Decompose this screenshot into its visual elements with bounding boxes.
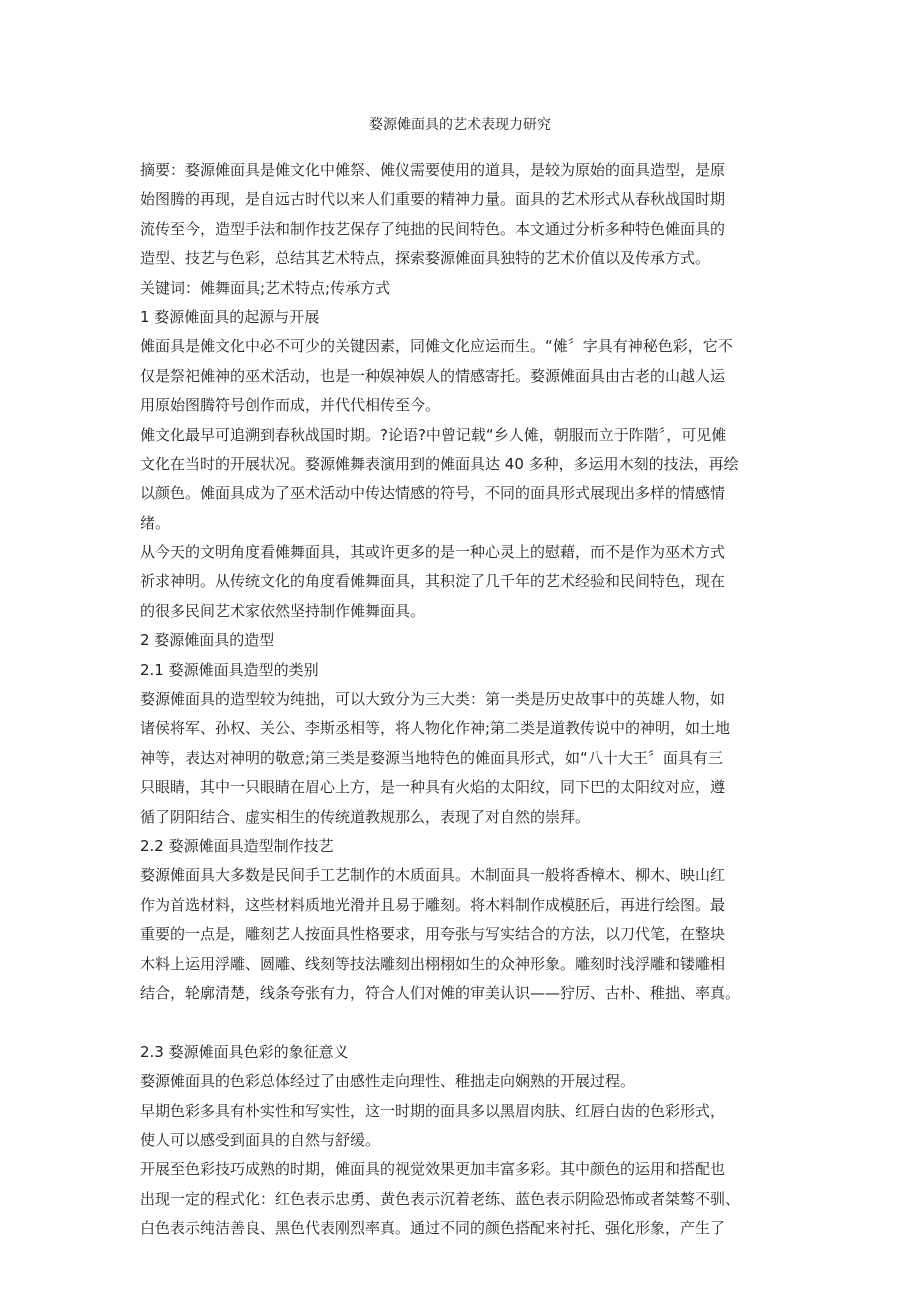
text-line: 循了阴阳结合、虚实相生的传统道教规那么，表现了对自然的崇拜。 xyxy=(140,807,591,826)
text-line: 白色表示纯洁善良、黑色代表刚烈率真。通过不同的颜色搭配来衬托、强化形象，产生了 xyxy=(140,1219,726,1238)
text-line: 从今天的文明角度看傩舞面具，其或许更多的是一种心灵上的慰藉，而不是作为巫术方式 xyxy=(140,543,726,562)
text-line: 的很多民间艺术家依然坚持制作傩舞面具。 xyxy=(140,601,426,620)
text-line: 早期色彩多具有朴实性和写实性，这一时期的面具多以黑眉肉肤、红唇白齿的色彩形式， xyxy=(140,1101,726,1120)
page-title: 婺源傩面具的艺术表现力研究 xyxy=(369,117,551,133)
article-body xyxy=(140,156,785,1243)
text-line: 2.3 婺源傩面具色彩的象征意义 xyxy=(140,1042,349,1061)
blank-line xyxy=(140,1008,785,1037)
text-line: 婺源傩面具的色彩总体经过了由感性走向理性、稚拙走向娴熟的开展过程。 xyxy=(140,1072,636,1091)
text-line: 婺源傩面具大多数是民间手工艺制作的木质面具。木制面具一般将香樟木、柳木、映山红 xyxy=(140,866,726,885)
text-line: 始图腾的再现，是自远古时代以来人们重要的精神力量。面具的艺术形式从春秋战国时期 xyxy=(140,190,726,209)
text-line: 出现一定的程式化：红色表示忠勇、黄色表示沉着老练、蓝色表示阴险恐怖或者桀骜不驯、 xyxy=(140,1189,741,1208)
text-line: 文化在当时的开展状况。婺源傩舞表演用到的傩面具达 40 多种，多运用木刻的技法，再绘 xyxy=(140,454,739,473)
text-line: 2.1 婺源傩面具造型的类别 xyxy=(140,660,319,679)
text-line: 使人可以感受到面具的自然与舒缓。 xyxy=(140,1130,381,1149)
text-line: 诸侯将军、孙权、关公、李斯丞相等，将人物化作神;第二类是道教传说中的神明，如土地 xyxy=(140,719,731,738)
text-line: 用原始图腾符号创作而成，并代代相传至今。 xyxy=(140,396,441,415)
text-line: 绪。 xyxy=(140,513,171,532)
text-line: 傩面具是傩文化中必不可少的关键因素，同傩文化应运而生。“傩〞字具有神秘色彩，它不 xyxy=(140,337,733,356)
text-line: 木料上运用浮雕、圆雕、线刻等技法雕刻出栩栩如生的众神形象。雕刻时浅浮雕和镂雕相 xyxy=(140,954,726,973)
text-line: 2 婺源傩面具的造型 xyxy=(140,631,275,650)
text-line: 以颜色。傩面具成为了巫术活动中传达情感的符号，不同的面具形式展现出多样的情感情 xyxy=(140,484,726,503)
text-line: 造型、技艺与色彩，总结其艺术特点，探索婺源傩面具独特的艺术价值以及传承方式。 xyxy=(140,249,711,268)
text-line: 开展至色彩技巧成熟的时期，傩面具的视觉效果更加丰富多彩。其中颜色的运用和搭配也 xyxy=(140,1160,726,1179)
text-line: 作为首选材料，这些材料质地光滑并且易于雕刻。将木料制作成模胚后，再进行绘图。最 xyxy=(140,895,726,914)
text-line: 2.2 婺源傩面具造型制作技艺 xyxy=(140,836,334,855)
text-line: 神等，表达对神明的敬意;第三类是婺源当地特色的傩面具形式，如“八十大王〞面具有三 xyxy=(140,748,723,767)
text-line: 婺源傩面具的造型较为纯拙，可以大致分为三大类：第一类是历史故事中的英雄人物，如 xyxy=(140,690,726,709)
text-line: 重要的一点是，雕刻艺人按面具性格要求，用夸张与写实结合的方法，以刀代笔，在整块 xyxy=(140,925,726,944)
text-line: 只眼睛，其中一只眼睛在眉心上方，是一种具有火焰的太阳纹，同下巴的太阳纹对应，遵 xyxy=(140,778,726,797)
text-line: 仅是祭祀傩神的巫术活动，也是一种娱神娱人的情感寄托。婺源傩面具由古老的山越人运 xyxy=(140,366,726,385)
text-line: 流传至今，造型手法和制作技艺保存了纯拙的民间特色。本文通过分析多种特色傩面具的 xyxy=(140,219,726,238)
text-line: 关键词：傩舞面具;艺术特点;传承方式 xyxy=(140,278,391,297)
text-line: 摘要：婺源傩面具是傩文化中傩祭、傩仪需要使用的道具，是较为原始的面具造型，是原 xyxy=(140,161,726,179)
text-line: 结合，轮廓清楚，线条夸张有力，符合人们对傩的审美认识——狞厉、古朴、稚拙、率真。 xyxy=(140,983,741,1002)
text-line: 傩文化最早可追溯到春秋战国时期。?论语?中曾记载“乡人傩，朝服而立于阼階〞，可见傩 xyxy=(140,425,727,444)
text-line: 1 婺源傩面具的起源与开展 xyxy=(140,307,320,326)
text-line: 祈求神明。从传统文化的角度看傩舞面具，其积淀了几千年的艺术经验和民间特色，现在 xyxy=(140,572,726,591)
